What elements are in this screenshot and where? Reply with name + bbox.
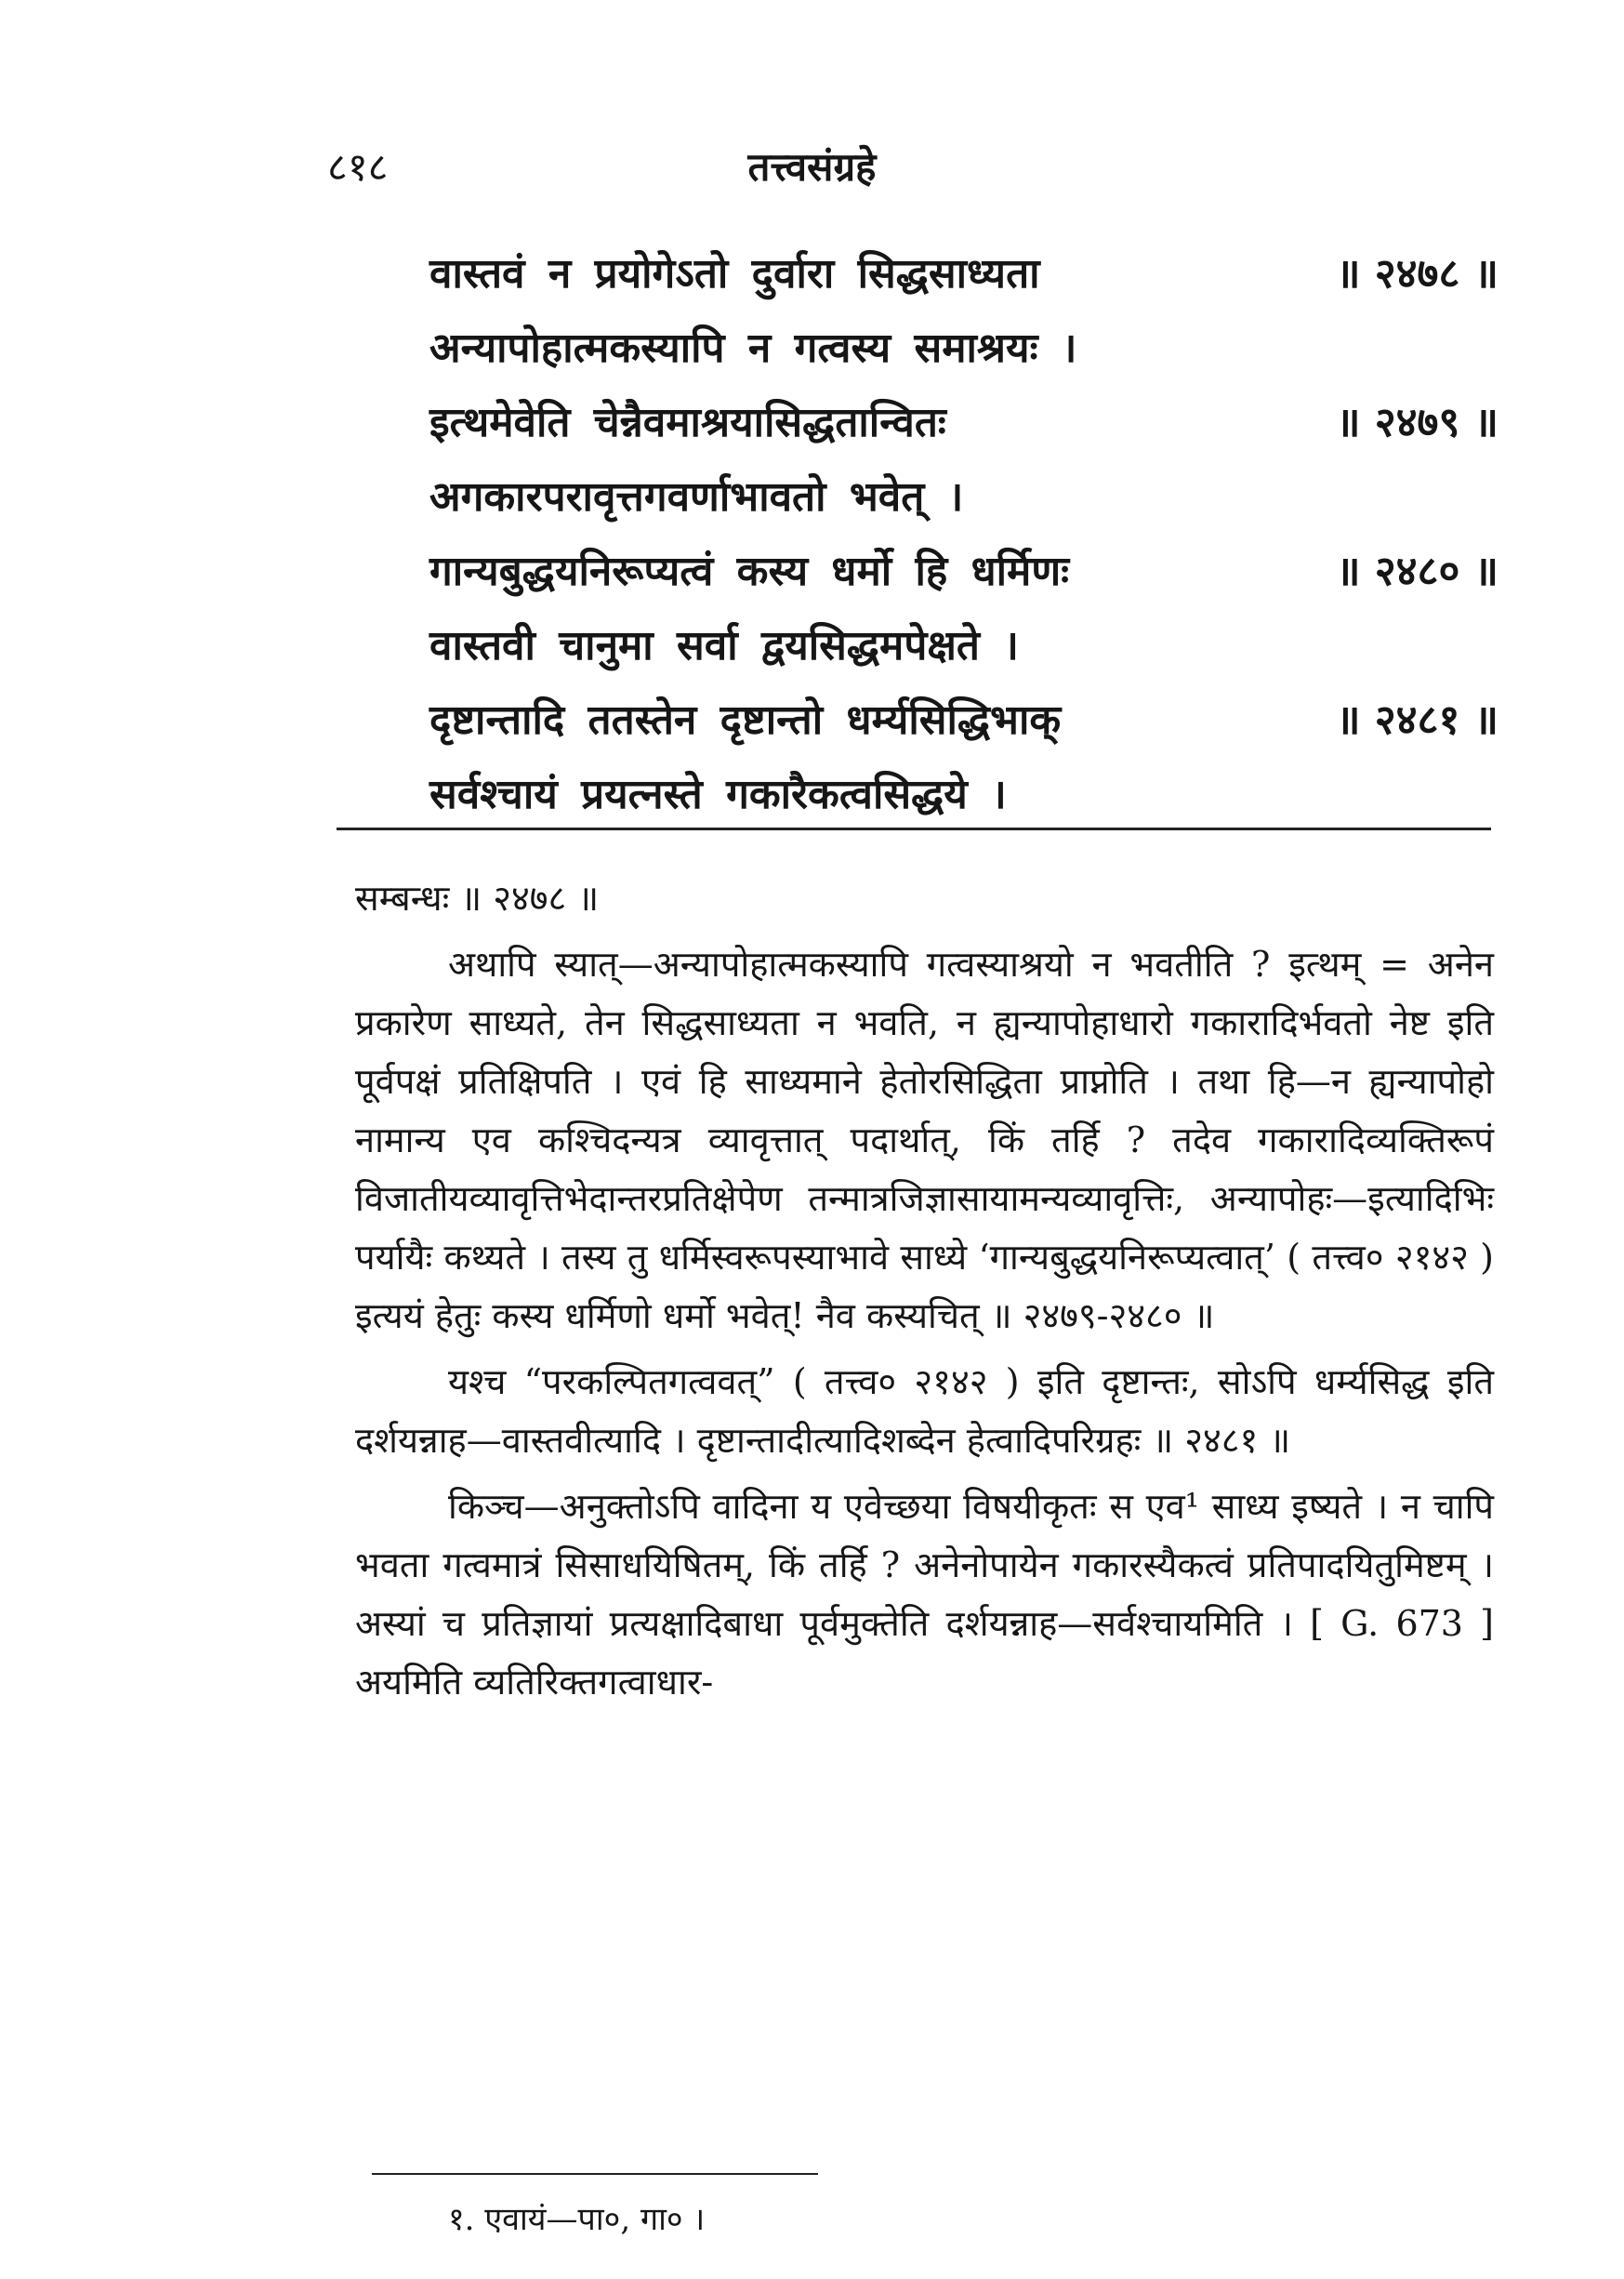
verse-text: अगकारपरावृत्तगवर्णाभावतो भवेत् । xyxy=(429,473,964,521)
commentary-paragraph: सम्बन्धः ॥ २४७८ ॥ xyxy=(355,878,600,919)
verse-text: सर्वश्चायं प्रयत्नस्ते गकारैकत्वसिद्धये । xyxy=(429,771,1007,818)
verse-text: वास्तवं न प्रयोगेऽतो दुर्वारा सिद्धसाध्यता xyxy=(429,250,1040,298)
verse-line xyxy=(429,681,1499,755)
verse-text: दृष्टान्तादि ततस्तेन दृष्टान्तो धर्म्यसिद्धिभाक् xyxy=(429,696,1062,744)
footnote-divider xyxy=(372,2173,818,2175)
verse-number: ॥ २४७९ ॥ xyxy=(1336,399,1499,446)
verse-line xyxy=(429,234,1499,309)
commentary-paragraph: किञ्च—अनुक्तोऽपि वादिना य एवेच्छया विषयीकृतः स एव¹ साध्य इष्यते । न चापि भवता गत्वमात्रं सिसाधयिषितम्, किं तर्हि ? अनेनोपायेन गकारस्यैकत्वं प्रतिपादयितुमिष्टम् । अस्यां च प्रतिज्ञायां प्रत्यक्षादिबाधा पूर्वमुक्तेति दर्शयन्नाह—सर्वश्चायमिति । [ G. 673 ] अयमिति व्यतिरिक्तगत्वाधार- xyxy=(355,1486,1494,1703)
commentary-paragraph: यश्च “परकल्पितगत्ववत्” ( तत्त्व० २१४२ ) इति दृष्टान्तः, सोऽपि धर्म्यसिद्ध इति दर्शयन्नाह—वास्तवीत्यादि । दृष्टान्तादीत्यादिशब्देन हेत्वादिपरिग्रहः ॥ २४८१ ॥ xyxy=(355,1361,1494,1461)
verse-text: गान्यबुद्धयनिरूप्यत्वं कस्य धर्मो हि धर्मिणः xyxy=(429,548,1070,595)
verse-number: ॥ २४८० ॥ xyxy=(1336,548,1499,595)
running-title: तत्त्वसंग्रहे xyxy=(747,144,877,190)
verse-text: इत्थमेवेति चेन्नैवमाश्रयासिद्धतान्वितः xyxy=(429,399,946,446)
commentary-block xyxy=(355,869,1494,1712)
verse-line xyxy=(429,457,1499,532)
verse-line xyxy=(429,383,1499,457)
verse-line xyxy=(429,309,1499,383)
footnote: १. एवायं—पा०, गा० । xyxy=(448,2201,706,2238)
page-number: ८१८ xyxy=(327,144,389,190)
page-header xyxy=(0,139,1624,195)
verse-number: ॥ २४७८ ॥ xyxy=(1336,250,1499,298)
commentary-paragraph: अथापि स्यात्—अन्यापोहात्मकस्यापि गत्वस्याश्रयो न भवतीति ? इत्थम् = अनेन प्रकारेण साध्यते, तेन सिद्धसाध्यता न भवति, न ह्यन्यापोहाधारो गकारादिर्भवतो नेष्ट इति पूर्वपक्षं प्रतिक्षिपति । एवं हि साध्यमाने हेतोरसिद्धिता प्राप्नोति । तथा हि—न ह्यन्यापोहो नामान्य एव कश्चिदन्यत्र व्यावृत्तात् पदार्थात्, किं तर्हि ? तदेव गकारादिव्यक्तिरूपं विजातीयव्यावृत्तिभेदान्तरप्रतिक्षेपेण तन्मात्रजिज्ञासायामन्यव्यावृत्तिः, अन्यापोहः—इत्यादिभिः पर्यायैः कथ्यते । तस्य तु धर्मिस्वरूपस्याभावे साध्ये ‘गान्यबुद्धयनिरूप्यत्वात्’ ( तत्त्व० २१४२ ) इत्ययं हेतुः कस्य धर्मिणो धर्मो भवेत्! नैव कस्यचित् ॥ २४७९-२४८० ॥ xyxy=(355,944,1494,1336)
verse-line xyxy=(429,606,1499,681)
verse-line xyxy=(429,532,1499,606)
section-divider xyxy=(337,828,1491,830)
verse-number: ॥ २४८१ ॥ xyxy=(1336,696,1499,744)
verse-text: वास्तवी चानुमा सर्वा द्वयसिद्धमपेक्षते । xyxy=(429,622,1019,669)
verse-line xyxy=(429,755,1499,829)
verse-text: अन्यापोहात्मकस्यापि न गत्वस्य समाश्रयः । xyxy=(429,325,1077,372)
verse-block xyxy=(429,234,1499,829)
